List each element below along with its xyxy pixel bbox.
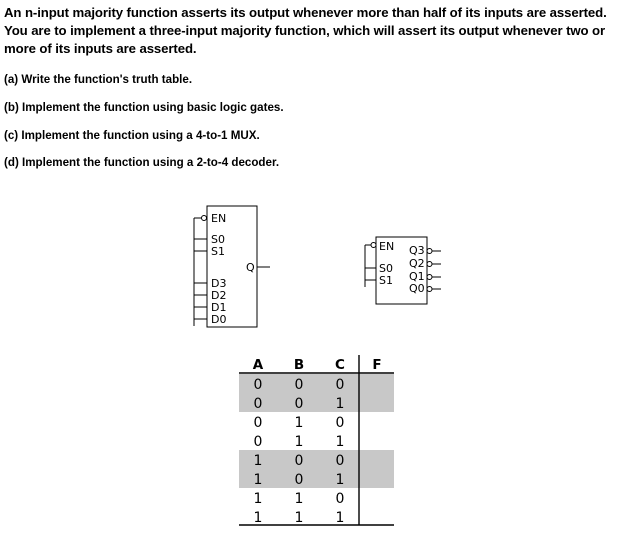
truth-table-cell-a: 1 [253,453,263,469]
decoder-q3-bubble [427,249,432,254]
mux-q-label: Q [246,261,255,274]
decoder-en-label: EN [379,240,395,253]
decoder-q2-bubble [427,262,432,267]
truth-table-cell-a: 0 [253,415,263,431]
mux-d0-label: D0 [211,313,227,326]
truth-table-cell-c: 1 [335,396,345,412]
truth-table-cell-a: 0 [253,434,263,450]
decoder-q0-bubble [427,287,432,292]
truth-table-cell-b: 0 [294,472,304,488]
mux-en-bubble [202,216,207,221]
decoder-2to4 [365,237,441,304]
mux-d2-label: D2 [211,289,227,302]
problem-statement: An n-input majority function asserts its output whenever more than half of its inputs are asserted. You are to implement a three-input majority function, which will assert its output whenever two or more of its inputs are asserted. [4,5,607,56]
truth-table-cell-a: 0 [253,377,263,393]
mux-en-label: EN [211,212,227,225]
truth-table-cell-b: 1 [294,510,304,526]
part-a: (a) Write the function's truth table. [4,73,193,86]
mux-s0-label: S0 [211,233,225,246]
truth-table-cell-c: 1 [335,510,345,526]
truth-table-cell-c: 1 [335,472,345,488]
part-c: (c) Implement the function using a 4-to-1 MUX. [4,129,260,142]
part-d: (d) Implement the function using a 2-to-4 decoder. [4,156,280,169]
truth-table-cell-b: 1 [294,415,304,431]
truth-table-cell-c: 0 [335,491,345,507]
truth-table-header [253,357,382,373]
truth-table [239,355,394,526]
mux-d1-label: D1 [211,301,227,314]
decoder-q3-label: Q3 [409,244,425,257]
truth-table-header-a: A [252,357,264,373]
decoder-s1-label: S1 [379,274,393,287]
decoder-s0-label: S0 [379,262,393,275]
decoder-en-bubble [371,243,376,248]
decoder-q2-label: Q2 [409,257,425,270]
part-b: (b) Implement the function using basic logic gates. [4,101,284,114]
truth-table-header-b: B [293,357,305,373]
truth-table-cell-c: 0 [335,377,345,393]
mux-s1-label: S1 [211,245,225,258]
truth-table-header-f: F [372,357,382,373]
truth-table-cell-b: 0 [294,453,304,469]
decoder-q1-label: Q1 [409,270,425,283]
truth-table-cell-b: 0 [294,396,304,412]
truth-table-cell-c: 1 [335,434,345,450]
truth-table-cell-a: 1 [253,491,263,507]
truth-table-cell-c: 0 [335,415,345,431]
decoder-q1-bubble [427,275,432,280]
truth-table-cell-b: 1 [294,491,304,507]
truth-table-cell-b: 1 [294,434,304,450]
truth-table-cell-a: 1 [253,510,263,526]
decoder-q0-label: Q0 [409,282,425,295]
mux-4to1 [194,206,270,327]
truth-table-cell-a: 0 [253,396,263,412]
truth-table-header-c: C [335,357,345,373]
mux-d3-label: D3 [211,277,227,290]
truth-table-cell-c: 0 [335,453,345,469]
truth-table-cell-b: 0 [294,377,304,393]
truth-table-cell-a: 1 [253,472,263,488]
